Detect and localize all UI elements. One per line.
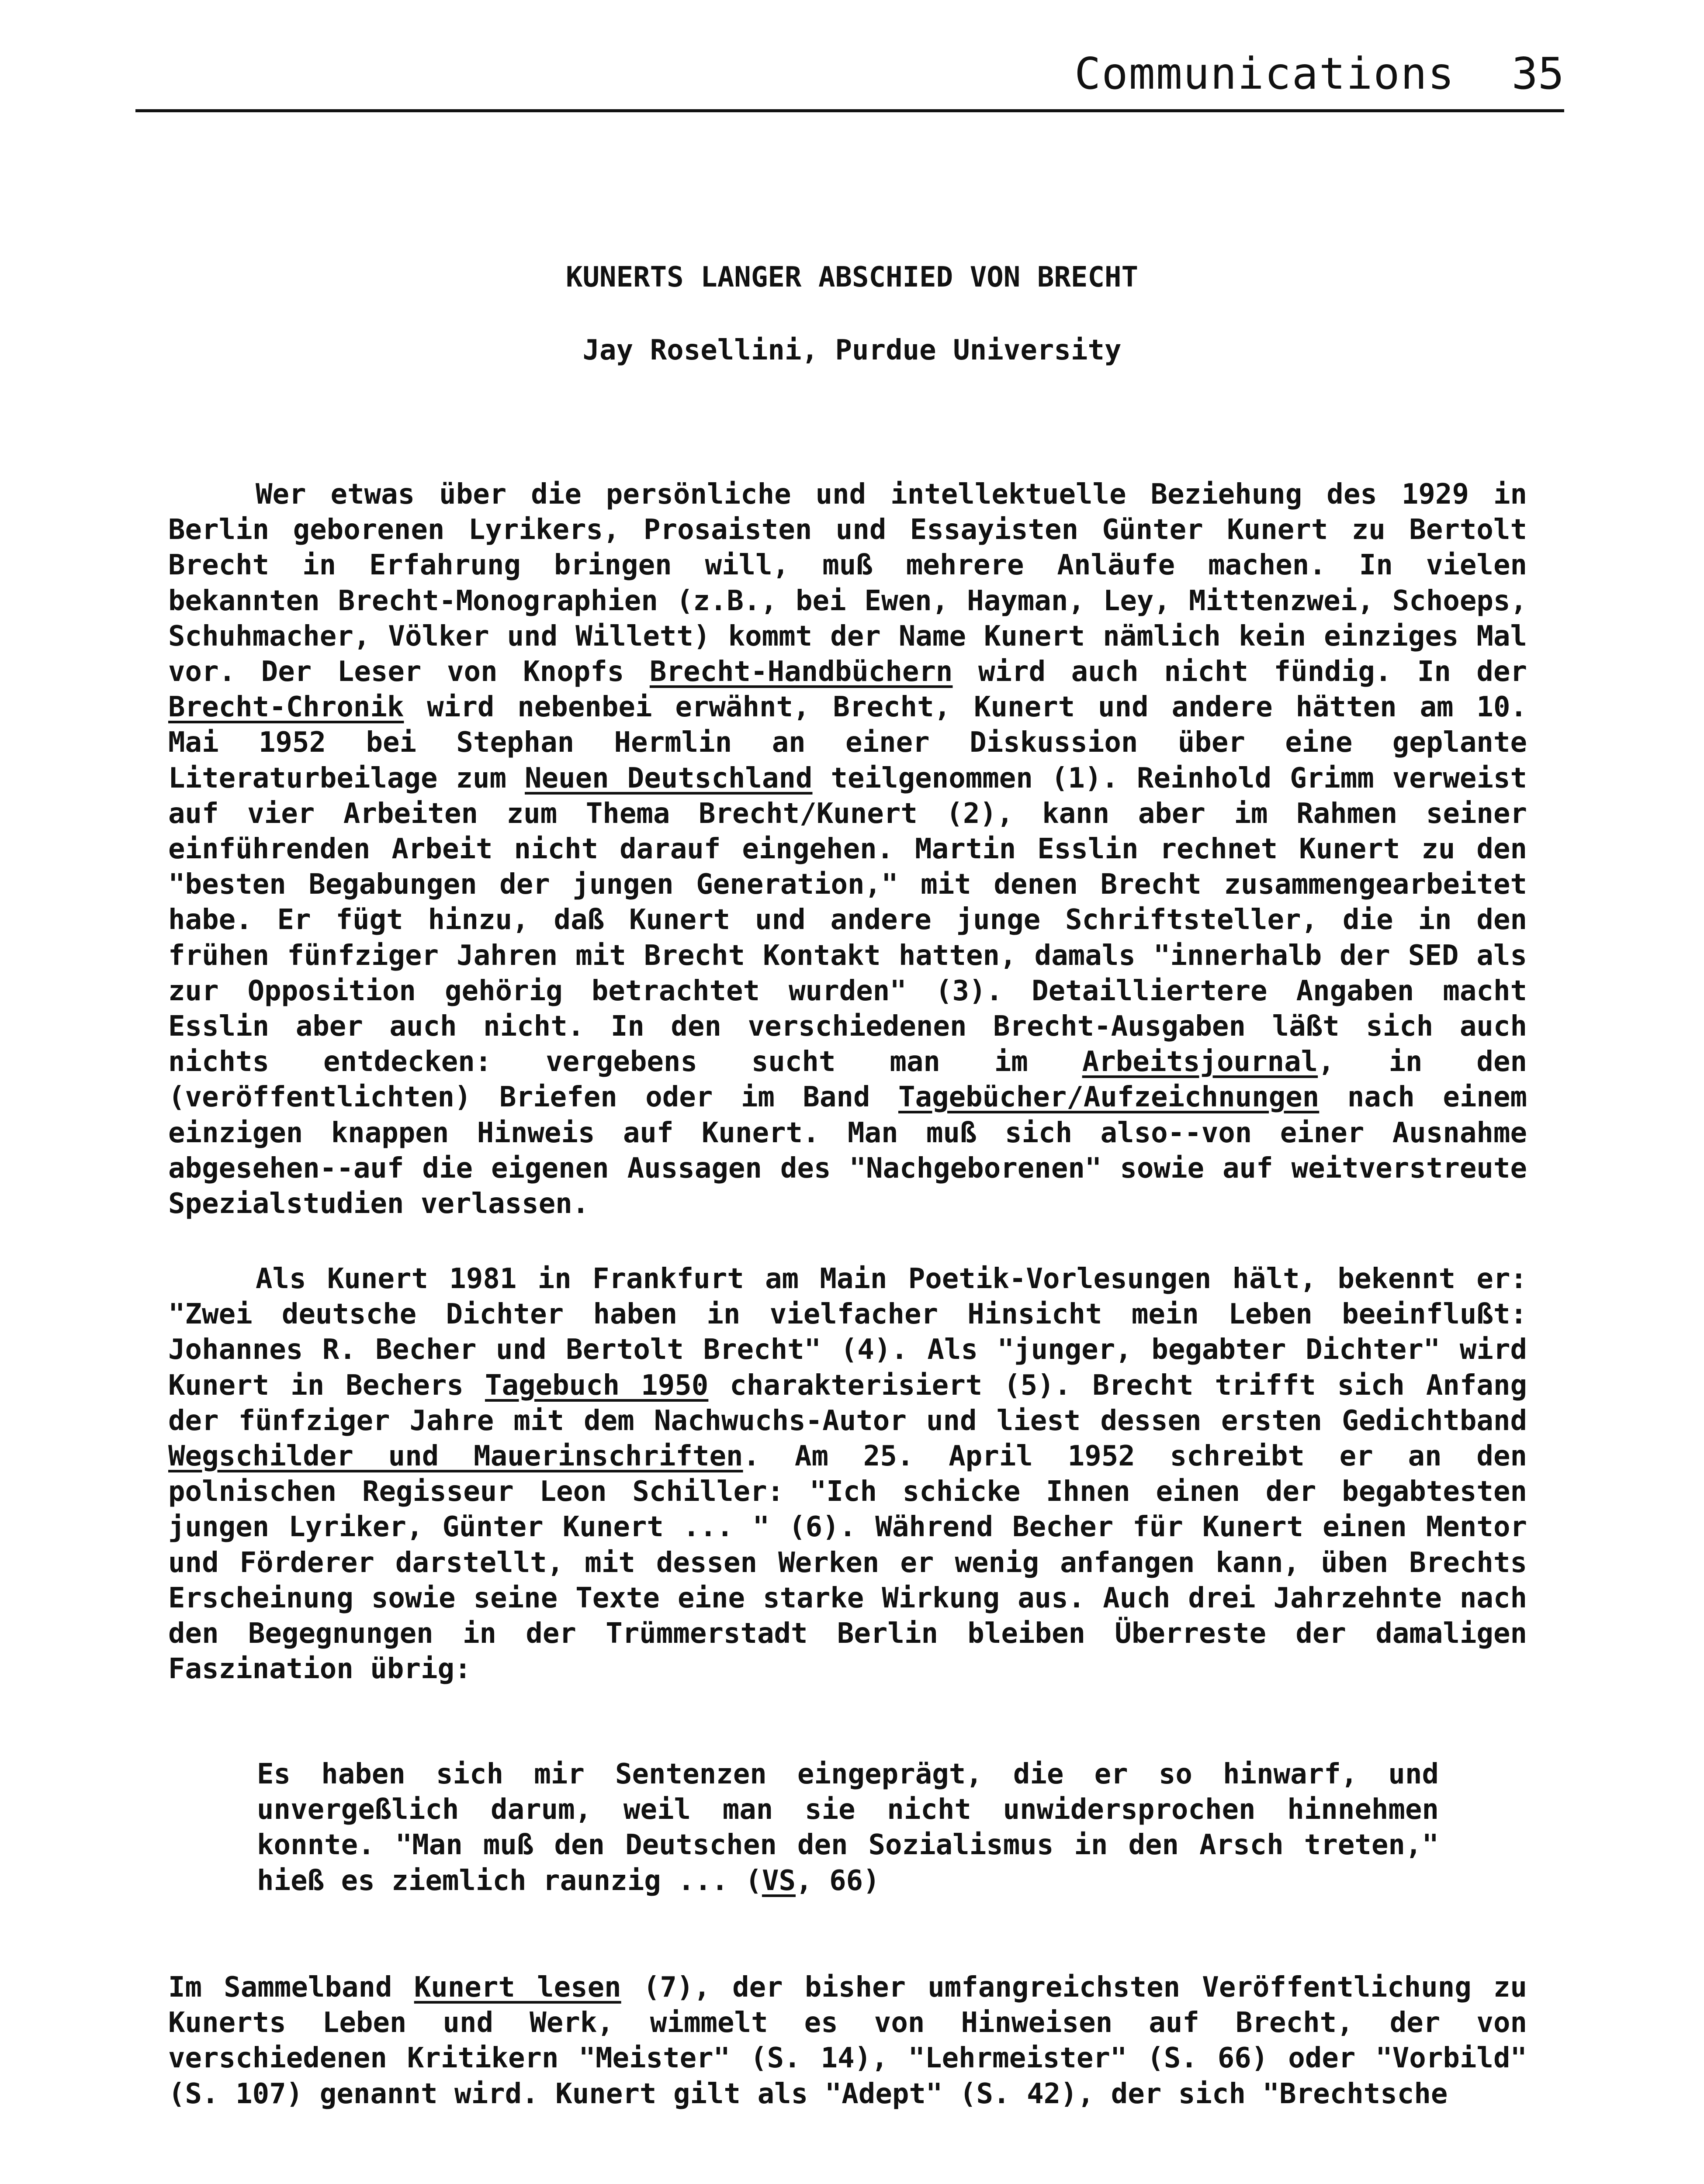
text-run: teilgenommen (1). Reinhold Grimm verweist auf vier Arbeiten zum Thema Brecht/Kunert (2), kann aber im Rahmen seiner einführenden Arbeit nicht darauf eingehen. Martin Esslin rechnet Kunert zu den "besten Begabungen der jungen Generation," mit denen Brecht zusammengearbeitet habe. Er fügt hinzu, daß Kunert und andere junge Schriftsteller, die in den frühen fünfziger Jahren mit Brecht Kontakt hatten, damals "innerhalb der SED als zur Opposition gehörig betrachtet wurden" (3). Detailliertere Angaben macht Esslin aber auch nicht. In den verschiedenen Brecht-Ausgaben läßt sich auch nichts entdecken: vergebens sucht man im [168, 762, 1527, 1078]
paragraph-1 [168, 477, 1527, 1222]
text-run: wird auch nicht fündig. In der [952, 656, 1527, 688]
text-run: Als Kunert 1981 in Frankfurt am Main Poetik-Vorlesungen hält, bekennt er: "Zwei deutsche Dichter haben in vielfacher Hinsicht mein Leben beeinflußt: Johannes R. Becher und Bertolt Brecht" (4). Als "junger, begabter Dichter" wird Kunert in Bechers [168, 1263, 1527, 1402]
underlined-title: Tagebuch 1950 [485, 1369, 709, 1402]
text-run: (7), der bisher umfangreichsten Veröffentlichung zu Kunerts Leben und Werk, wimmelt es von Hinweisen auf Brecht, der von verschiedenen Kritikern "Meister" (S. 14), "Lehrmeister" (S. 66) oder "Vorbild" (S. 107) genannt wird. Kunert gilt als "Adept" (S. 42), der sich "Brechtsche [168, 1971, 1527, 2110]
underlined-title: Arbeitsjournal [1082, 1046, 1318, 1078]
underlined-title: Kunert lesen [414, 1971, 621, 2004]
text-run: charakterisiert (5). Brecht trifft sich Anfang der fünfziger Jahre mit dem Nachwuchs-Autor und liest dessen ersten Gedichtband [168, 1369, 1527, 1437]
text-run: , 66) [796, 1864, 880, 1897]
paragraph-3 [168, 1970, 1527, 2112]
running-header [135, 44, 1564, 112]
article-title: KUNERTS LANGER ABSCHIED VON BRECHT [565, 261, 1139, 294]
text-run: Es haben sich mir Sentenzen eingeprägt, die er so hinwarf, und unvergeßlich darum, weil man sie nicht unwidersprochen hinnehmen konnte. "Man muß den Deutschen den Sozialismus in den Arsch treten," hieß es ziemlich raunzig ... ( [257, 1758, 1439, 1897]
text-run: , in den (veröffentlichten) Briefen oder im Band [168, 1046, 1527, 1114]
underlined-title: Tagebücher/Aufzeichnungen [898, 1081, 1320, 1114]
underlined-title: Brecht-Chronik [168, 691, 404, 724]
article-author: Jay Rosellini, Purdue University [582, 334, 1122, 366]
underlined-title: VS [762, 1864, 796, 1897]
text-run: wird nebenbei erwähnt, Brecht, Kunert und andere hätten am 10. Mai 1952 bei Stephan Hermlin an einer Diskussion über eine geplante Literaturbeilage zum [168, 691, 1527, 795]
underlined-title: Neuen Deutschland [525, 762, 813, 795]
paragraph-2 [168, 1261, 1527, 1687]
text-run: nach einem einzigen knappen Hinweis auf Kunert. Man muß sich also--von einer Ausnahme abgesehen--auf die eigenen Aussagen des "Nachgeborenen" sowie auf weitverstreute Spezialstudien verlassen. [168, 1081, 1527, 1220]
text-run: . Am 25. April 1952 schreibt er an den polnischen Regisseur Leon Schiller: "Ich schicke Ihnen einen der begabtesten jungen Lyriker, Günter Kunert ... " (6). Während Becher für Kunert einen Mentor und Förderer darstellt, mit dessen Werken er wenig anfangen kann, üben Brechts Erscheinung sowie seine Texte eine starke Wirkung aus. Auch drei Jahrzehnte nach den Begegnungen in der Trümmerstadt Berlin bleiben Überreste der damaligen Faszination übrig: [168, 1440, 1527, 1686]
text-run: Wer etwas über die persönliche und intellektuelle Beziehung des 1929 in Berlin geborenen Lyrikers, Prosaisten und Essayisten Günter Kunert zu Bertolt Brecht in Erfahrung bringen will, muß mehrere Anläufe machen. In vielen bekannten Brecht-Monographien (z.B., bei Ewen, Hayman, Ley, Mittenzwei, Schoeps, Schuhmacher, Völker und Willett) kommt der Name Kunert nämlich kein einziges Mal vor. Der Leser von Knopfs [168, 478, 1527, 688]
underlined-title: Wegschilder und Mauerinschriften [168, 1440, 743, 1473]
journal-name: Communications [1074, 48, 1455, 99]
page-number: 35 [1511, 48, 1564, 99]
text-run: Im Sammelband [168, 1971, 414, 2004]
underlined-title: Brecht-Handbüchern [649, 656, 953, 688]
block-quote [257, 1757, 1439, 1899]
